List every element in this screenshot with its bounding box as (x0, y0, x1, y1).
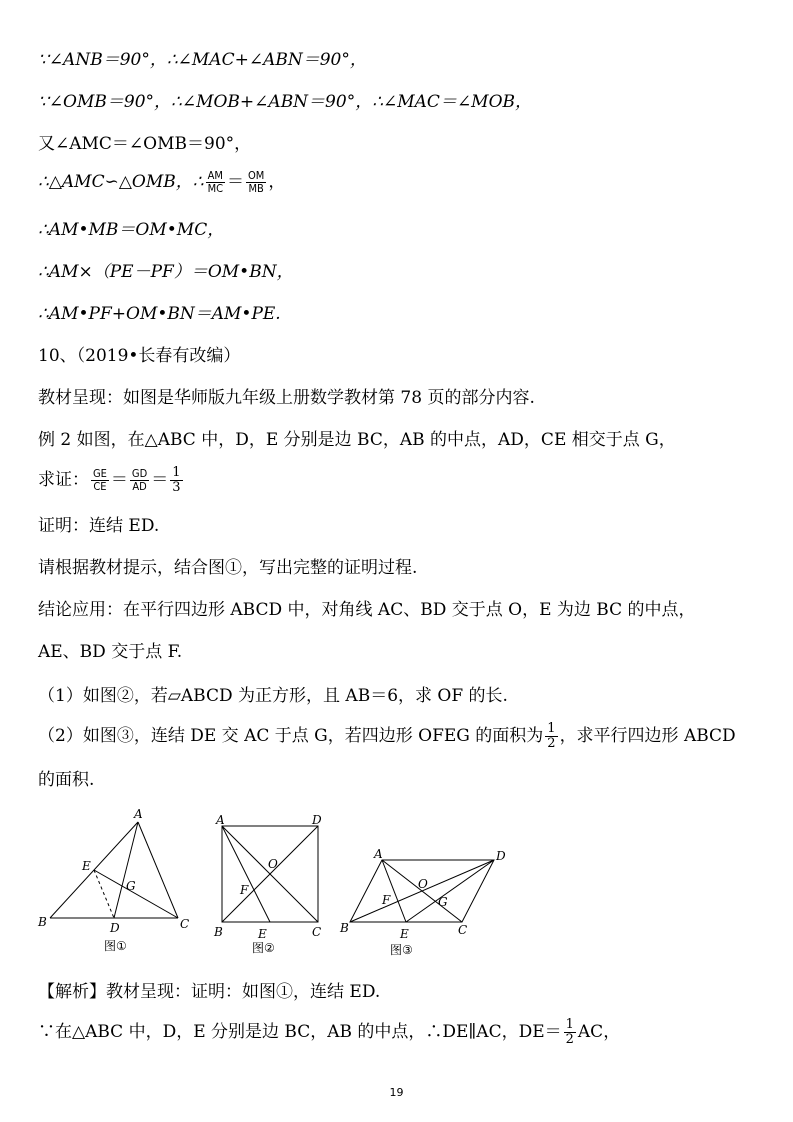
text-line-18: 的面积. (38, 770, 95, 790)
fig3-label-b: B (340, 921, 349, 935)
text-line-10: 例 2 如图，在△ABC 中，D，E 分别是边 BC，AB 的中点，AD，CE 相交于点 G， (38, 430, 676, 450)
fig1-label-d: D (110, 921, 120, 935)
text-line-6: ∴AM×（PE－PF）＝OM•BN， (38, 262, 294, 282)
fraction-one-half-de: $\frac{1}{2}$ (565, 1017, 574, 1047)
fig1-label-c: C (180, 917, 190, 931)
fig1-label-e: E (82, 859, 91, 873)
text-line-4: ∴△AMC∽△OMB，∴ $\frac{AM}{MC}$ ＝ $\frac{OM}{MB}$ ， (38, 169, 286, 195)
fig2-caption: 图② (252, 941, 275, 955)
fig2-label-e: E (258, 927, 267, 941)
text-line-7: ∴AM•PF+OM•BN＝AM•PE. (38, 304, 281, 324)
fig3-label-e: E (400, 927, 409, 941)
fig2-label-c: C (312, 925, 322, 939)
page-number: 19 (389, 1086, 404, 1099)
fig3-caption: 图③ (390, 943, 413, 957)
fig2-label-f: F (240, 883, 249, 897)
fig2-label-o: O (268, 857, 278, 871)
text-line-3: 又∠AMC＝∠OMB＝90°， (38, 134, 252, 154)
fig2-label-a: A (216, 813, 225, 827)
fig3-label-o: O (418, 877, 428, 891)
fig3-label-g: G (438, 895, 448, 909)
fraction-om-mb: $\frac{OM}{MB}$ (248, 169, 265, 195)
fig1-label-g: G (126, 879, 136, 893)
fig1-caption: 图① (104, 939, 127, 953)
figure-2 (222, 826, 318, 922)
text-line-1: ∵∠ANB＝90°，∴∠MAC+∠ABN＝90°， (38, 50, 367, 70)
text-line-5: ∴AM•MB＝OM•MC， (38, 220, 225, 240)
analysis-line-2: ∵在△ABC 中，D，E 分别是边 BC，AB 的中点，∴DE∥AC，DE＝ $\frac{1}{2}$ AC， (38, 1017, 621, 1047)
fraction-one-half: $\frac{1}{2}$ (547, 721, 556, 751)
text-line-14: 结论应用：在平行四边形 ABCD 中，对角线 AC、BD 交于点 O，E 为边 BC 的中点， (38, 600, 696, 620)
geometry-figures (30, 800, 550, 965)
fig3-label-a: A (374, 847, 383, 861)
fig1-label-a: A (134, 807, 143, 821)
fraction-gd-ad: $\frac{GD}{AD}$ (131, 467, 148, 493)
text-line-17: （2）如图③，连结 DE 交 AC 于点 G，若四边形 OFEG 的面积为 $\frac{1}{2}$ ，求平行四边形 ABCD (38, 721, 736, 751)
fig3-label-d: D (496, 849, 506, 863)
fig2-label-b: B (214, 925, 223, 939)
fig3-label-f: F (382, 893, 391, 907)
text-line-16: （1）如图②，若▱ABCD 为正方形，且 AB＝6，求 OF 的长. (38, 686, 508, 706)
fig3-label-c: C (458, 923, 468, 937)
problem-header: 10、（2019•长春有改编） (38, 346, 241, 366)
text-line-12: 证明：连结 ED. (38, 516, 160, 536)
text-line-15: AE、BD 交于点 F. (38, 642, 183, 662)
fig1-label-b: B (38, 915, 47, 929)
analysis-line-1: 【解析】教材呈现：证明：如图①，连结 ED. (38, 982, 381, 1002)
figure-1 (50, 822, 178, 918)
text-line-2: ∵∠OMB＝90°，∴∠MOB+∠ABN＝90°，∴∠MAC＝∠MOB， (38, 92, 533, 112)
fraction-am-mc: $\frac{AM}{MC}$ (207, 169, 224, 195)
figure-3 (350, 860, 494, 922)
text-line-9: 教材呈现：如图是华师版九年级上册数学教材第 78 页的部分内容. (38, 388, 535, 408)
text-line-13: 请根据教材提示，结合图①，写出完整的证明过程. (38, 558, 418, 578)
fig2-label-d: D (312, 813, 322, 827)
text-line-11: 求证： $\frac{GE}{CE}$ ＝ $\frac{GD}{AD}$ ＝ $\frac{1}{3}$ (38, 465, 181, 495)
fraction-ge-ce: $\frac{GE}{CE}$ (93, 467, 107, 493)
fraction-one-third: $\frac{1}{3}$ (172, 465, 181, 495)
